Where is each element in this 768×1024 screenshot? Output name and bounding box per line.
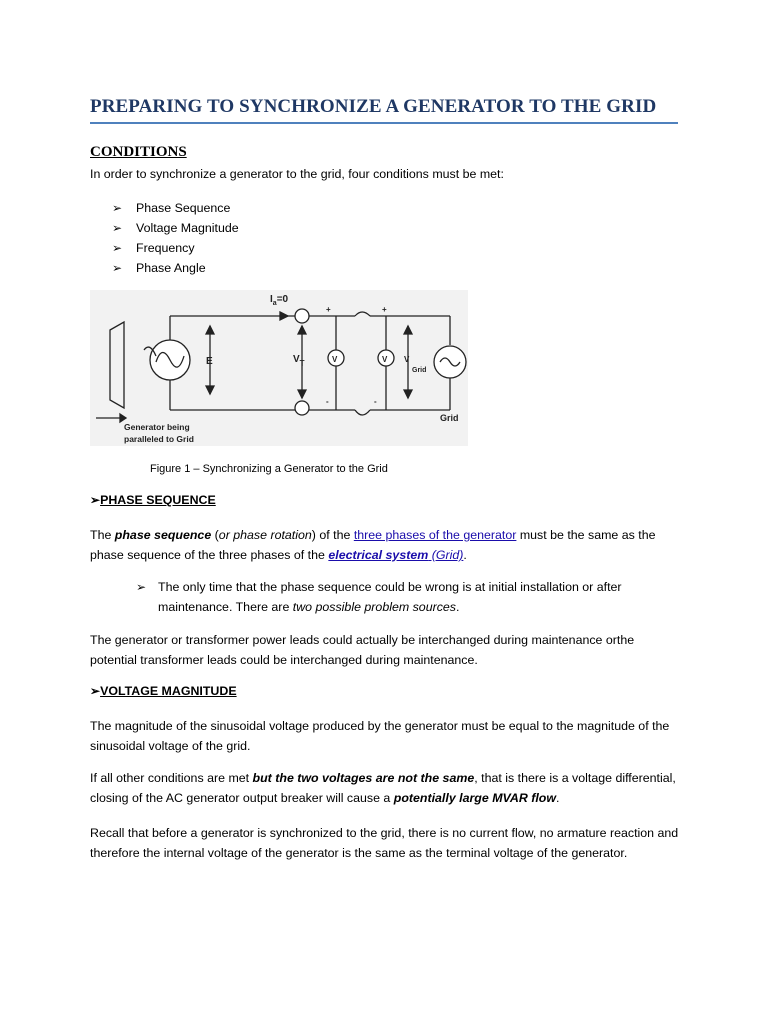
arrow-bullet-icon: ➢ xyxy=(136,580,147,594)
arrow-bullet-icon: ➢ xyxy=(112,241,123,255)
list-item: ➢ Frequency xyxy=(112,238,239,258)
figure-caption: Figure 1 – Synchronizing a Generator to the Grid xyxy=(150,463,388,475)
list-item: ➢ Phase Sequence xyxy=(112,198,239,218)
phase-sequence-paragraph: The phase sequence (or phase rotation) of the three phases of the generator must be the same as the phase sequence of the three phases of the electrical system (Grid). xyxy=(90,528,656,562)
arrow-bullet-icon: ➢ xyxy=(90,493,101,507)
arrow-bullet-icon: ➢ xyxy=(112,201,123,215)
grid-label: Grid xyxy=(440,413,459,423)
list-item: ➢ The only time that the phase sequence could be wrong is at initial installation or after maintenance. There are two possible problem sources. xyxy=(136,577,676,617)
three-phases-link[interactable]: three phases of the generator xyxy=(353,528,517,542)
voltmeter-right-label: V xyxy=(382,355,388,364)
plus-terminal-right: + xyxy=(382,305,387,314)
vt-label: $V_T$ xyxy=(293,354,305,368)
voltmeter-left-label: V xyxy=(332,355,338,364)
list-item: ➢ Voltage Magnitude xyxy=(112,218,239,238)
ia-label: $I_a=0$ xyxy=(270,294,289,307)
vgrid-label: VGrid xyxy=(404,355,427,374)
list-item: ➢ Phase Angle xyxy=(112,258,239,278)
arrow-bullet-icon: ➢ xyxy=(112,261,123,275)
conditions-heading: CONDITIONS xyxy=(90,144,187,160)
e-label: E xyxy=(206,356,213,367)
voltage-paragraph-2: If all other conditions are met but the two voltages are not the same, that is there is a voltage differential, closing of the AC generator output breaker will cause a potentially large MVAR flow. xyxy=(90,771,676,805)
plus-terminal-left: + xyxy=(326,305,331,314)
phase-sequence-heading: ➢PHASE SEQUENCE xyxy=(90,493,216,507)
title-underline xyxy=(90,122,678,124)
conditions-intro: In order to synchronize a generator to the grid, four conditions must be met: xyxy=(90,167,504,181)
phase-sequence-paragraph-2: The generator or transformer power leads could actually be interchanged during maintenance orthe potential transformer leads could be interchanged during maintenance. xyxy=(90,633,635,667)
minus-terminal-left: - xyxy=(326,397,329,406)
arrow-bullet-icon: ➢ xyxy=(90,684,101,698)
voltage-magnitude-heading: ➢VOLTAGE MAGNITUDE xyxy=(90,684,237,698)
page-title: PREPARING TO SYNCHRONIZE A GENERATOR TO THE GRID xyxy=(90,96,657,117)
arrow-bullet-icon: ➢ xyxy=(112,221,123,235)
generator-caption-line1: Generator being xyxy=(124,422,190,432)
electrical-system-link[interactable]: electrical system (Grid) xyxy=(328,548,464,562)
minus-terminal-right: - xyxy=(374,397,377,406)
generator-caption-line2: paralleled to Grid xyxy=(124,434,194,444)
conditions-list xyxy=(112,198,239,278)
synchronizing-diagram xyxy=(90,290,468,446)
voltage-paragraph-3: Recall that before a generator is synchronized to the grid, there is no current flow, no armature reaction and therefore the internal voltage of the generator is the same as the terminal voltage of the generator. xyxy=(90,826,679,860)
voltage-paragraph-1: The magnitude of the sinusoidal voltage produced by the generator must be equal to the magnitude of the sinusoidal voltage of the grid. xyxy=(90,719,670,753)
